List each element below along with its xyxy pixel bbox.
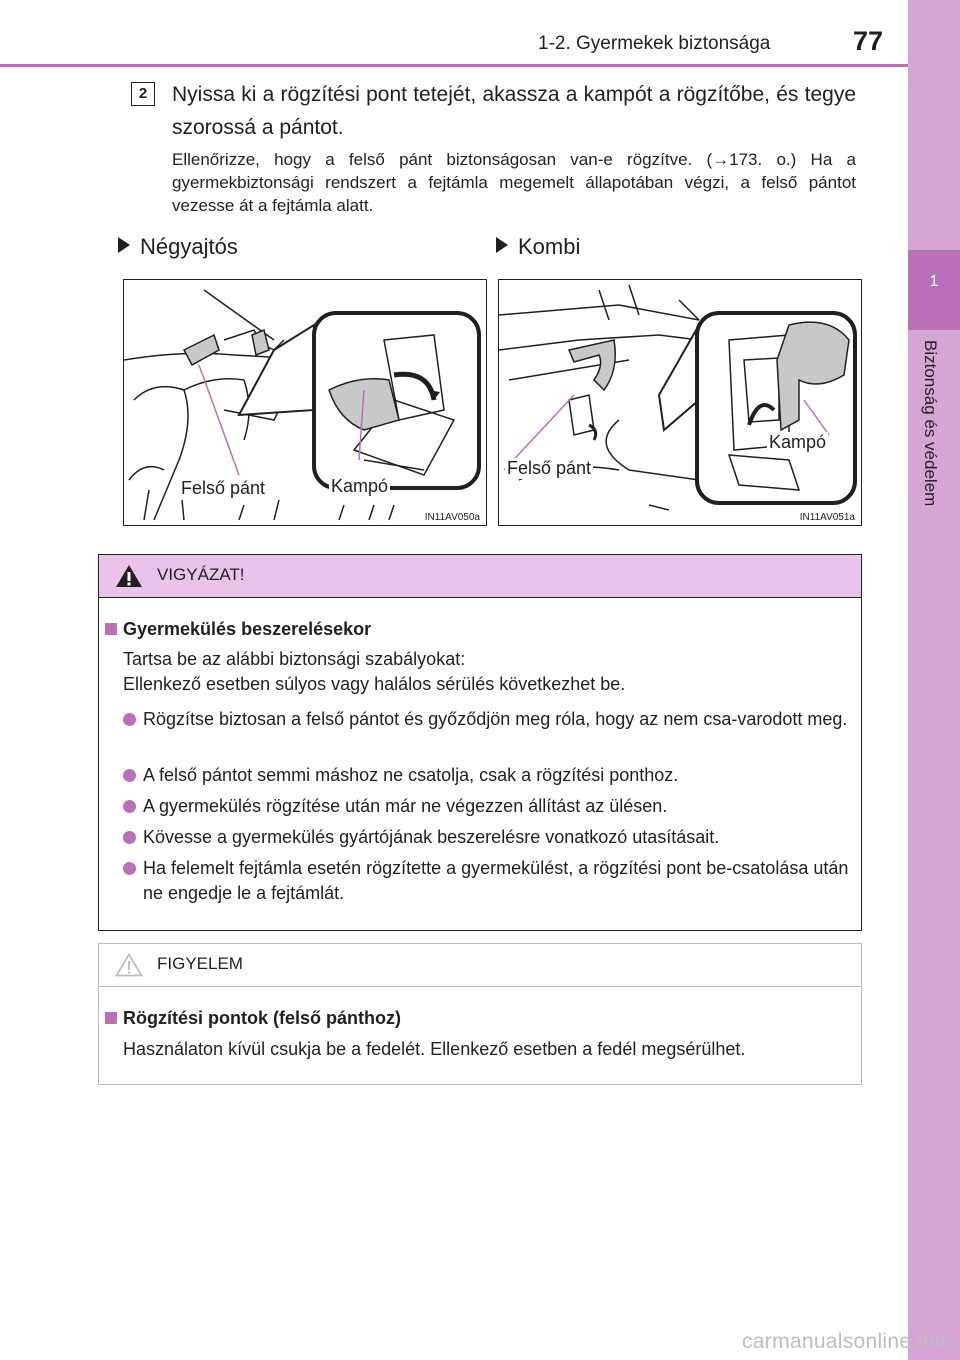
caution-intro-1: Tartsa be az alábbi biztonsági szabályokat:	[123, 649, 466, 669]
caution-bullet-text: A gyermekülés rögzítése után már ne végezzen állítást az ülésen.	[143, 796, 668, 816]
caution-bullet	[123, 825, 853, 850]
warning-triangle-icon	[115, 564, 143, 588]
caution-box	[98, 554, 862, 931]
variant-sedan-title: Négyajtós	[140, 234, 238, 259]
notice-triangle-icon	[115, 953, 143, 977]
label-top-strap: Felső pánt	[507, 458, 592, 478]
watermark: carmanualsonline.info	[742, 1330, 953, 1353]
chapter-title: Biztonság és védelem	[921, 340, 940, 507]
round-bullet-icon	[123, 831, 136, 844]
caution-bullet-text: A felső pántot semmi máshoz ne csatolja, csak a rögzítési ponthoz.	[143, 765, 679, 785]
triangle-bullet-icon	[496, 237, 508, 253]
figure-wagon	[498, 279, 862, 526]
caution-section-title-text: Gyermekülés beszerelésekor	[123, 619, 372, 639]
caution-bullet	[123, 794, 853, 819]
caution-title: VIGYÁZAT!	[157, 565, 245, 584]
round-bullet-icon	[123, 769, 136, 782]
variant-wagon-heading	[496, 234, 580, 260]
notice-section-title-text: Rögzítési pontok (felső pánthoz)	[123, 1008, 401, 1028]
figure-code: IN11AV050a	[424, 512, 480, 523]
caution-bullet	[123, 763, 853, 788]
top-strap-shape	[184, 335, 219, 365]
label-hook: Kampó	[769, 432, 827, 452]
round-bullet-icon	[123, 713, 136, 726]
caution-bullet-text: Rögzítse biztosan a felső pántot és győződjön meg róla, hogy az nem csa-varodott meg.	[143, 709, 848, 729]
round-bullet-icon	[123, 862, 136, 875]
variant-sedan-heading	[118, 234, 238, 260]
caution-intro-2: Ellenkező esetben súlyos vagy halálos sérülés következhet be.	[123, 674, 626, 694]
square-bullet-icon	[105, 623, 117, 635]
step-number: 2	[131, 82, 155, 106]
notice-text: Használaton kívül csukja be a fedelét. Ellenkező esetben a fedél megsérülhet.	[123, 1039, 746, 1059]
header-rule	[0, 64, 908, 67]
square-bullet-icon	[105, 1012, 117, 1024]
notice-section-title	[105, 1008, 401, 1029]
figure-code: IN11AV051a	[799, 512, 855, 523]
section-title: 1-2. Gyermekek biztonsága	[538, 33, 771, 54]
label-top-strap: Felső pánt	[181, 478, 266, 498]
top-strap-shape	[569, 340, 615, 390]
notice-title: FIGYELEM	[157, 954, 243, 973]
page-number: 77	[853, 26, 884, 56]
figure-sedan	[123, 279, 487, 526]
step-note: Ellenőrizze, hogy a felső pánt biztonságosan van-e rögzítve. (→173. o.) Ha a gyermekbiztonsági rendszert a fejtámla megemelt állapotában végzi, a felső pántot vezesse át a fejtámla alatt.	[172, 150, 856, 215]
label-hook: Kampó	[331, 476, 389, 496]
caution-bullet-text: Kövesse a gyermekülés gyártójának beszerelésre vonatkozó utasításait.	[143, 827, 720, 847]
notice-box	[98, 943, 862, 1085]
caution-bullet	[123, 856, 853, 906]
round-bullet-icon	[123, 800, 136, 813]
step-instruction: Nyissa ki a rögzítési pont tetejét, akassza a kampót a rögzítőbe, és tegye szorossá a pántot.	[172, 83, 856, 139]
triangle-bullet-icon	[118, 237, 130, 253]
wagon-illustration	[499, 280, 861, 525]
variant-wagon-title: Kombi	[518, 234, 581, 259]
chapter-side-tab[interactable]	[908, 0, 960, 1360]
caution-bullet	[123, 707, 853, 732]
caution-bullet-text: Ha felemelt fejtámla esetén rögzítette a gyermekülést, a rögzítési pont be-csatolása után ne engedje le a fejtámlát.	[143, 858, 849, 903]
caution-header	[99, 555, 861, 598]
chapter-number: 1	[908, 250, 960, 330]
notice-header	[99, 944, 861, 987]
caution-section-title	[105, 619, 371, 640]
